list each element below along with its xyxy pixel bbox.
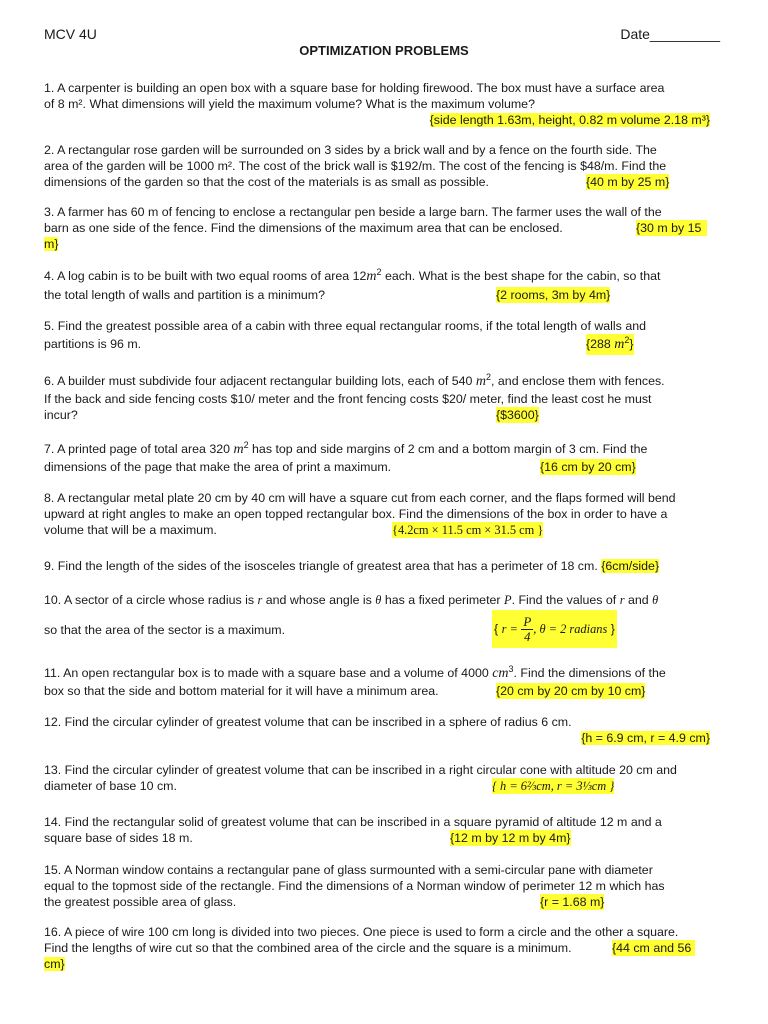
problem-4: [44, 266, 724, 303]
problem-10: [44, 592, 724, 652]
problem-text: the total length of walls and partition is a minimum?: [44, 288, 325, 302]
problem-7: [44, 440, 724, 475]
problem-text: 1. A carpenter is building an open box with a square base for holding firewood. The box must have a surface area: [44, 81, 665, 95]
problem-text: partitions is 96 m.: [44, 337, 142, 351]
unit-exponent: 2: [486, 371, 492, 382]
unit-exponent: 2: [376, 266, 382, 277]
problem-text: so that the area of the sector is a maximum.: [44, 623, 286, 637]
problem-text: 3. A farmer has 60 m of fencing to enclose a rectangular pen beside a large barn. The farmer uses the wall of the: [44, 205, 662, 219]
problem-text: and: [624, 593, 653, 607]
problem-text: Find the lengths of wire cut so that the combined area of the circle and the square is a minimum.: [44, 941, 572, 955]
problem-text: square base of sides 18 m.: [44, 831, 193, 845]
problem-text: 7. A printed page of total area 320: [44, 442, 234, 456]
problem-text: dimensions of the page that make the area of print a maximum.: [44, 460, 392, 474]
problem-text: . Find the values of: [511, 593, 620, 607]
answer-highlight: {h = 6.9 cm, r = 4.9 cm}: [581, 731, 710, 745]
answer-highlight: {r = 1.68 m}: [540, 895, 605, 909]
answer-text: {288: [586, 337, 615, 351]
answer-highlight: {side length 1.63m, height, 0.82 m volume 2.18 m³}: [429, 113, 710, 127]
problem-3: [44, 204, 724, 252]
problem-2: [44, 142, 724, 190]
problem-text: each. What is the best shape for the cabin, so that: [381, 269, 661, 283]
problem-text: has a fixed perimeter: [381, 593, 504, 607]
problem-13: [44, 762, 724, 794]
problem-text: 10. A sector of a circle whose radius is: [44, 593, 258, 607]
problem-text: 8. A rectangular metal plate 20 cm by 40 cm will have a square cut from each corner, and the flaps formed will bend: [44, 491, 676, 505]
answer-text: }: [610, 622, 615, 636]
answer-highlight: { h = 6⅔cm, r = 3⅓cm }: [492, 779, 615, 793]
answer-highlight: [492, 610, 617, 648]
answer-highlight: {44 cm and 56: [612, 940, 695, 956]
problem-text: barn as one side of the fence. Find the dimensions of the maximum area that can be enclosed.: [44, 221, 563, 235]
answer-text: }: [629, 337, 634, 351]
answer-highlight: {6cm/side}: [601, 559, 660, 573]
problem-text: box so that the side and bottom material for it will have a minimum area.: [44, 684, 439, 698]
problem-text: area of the garden will be 1000 m². The cost of the brick wall is $192/m. The cost of the fencing is $48/m. Find the: [44, 159, 667, 173]
answer-highlight: {30 m by 15: [636, 220, 707, 236]
problem-text: . Find the dimensions of the: [513, 666, 666, 680]
answer-highlight: {20 cm by 20 cm by 10 cm}: [496, 684, 646, 698]
math-var: θ: [375, 593, 382, 607]
unit-symbol: m: [475, 374, 487, 389]
problem-14: [44, 814, 724, 846]
problem-text: incur?: [44, 408, 78, 422]
fraction-denominator: 4: [524, 629, 531, 645]
problem-text: equal to the topmost side of the rectangle. Find the dimensions of a Norman window of perimeter 12 m which has: [44, 879, 665, 893]
problem-9: [44, 558, 724, 574]
problem-text: has top and side margins of 2 cm and a bottom margin of 3 cm. Find the: [248, 442, 648, 456]
problem-16: [44, 924, 724, 972]
problem-text: , and enclose them with fences.: [491, 374, 665, 388]
answer-text: , θ = 2 radians: [533, 622, 608, 636]
problem-text: 5. Find the greatest possible area of a cabin with three equal rectangular rooms, if the total length of walls and: [44, 319, 646, 333]
fraction: [521, 615, 533, 644]
math-var: θ: [652, 593, 659, 607]
math-var: r: [619, 593, 625, 607]
answer-text: {: [494, 622, 499, 636]
date-field: Date_________: [620, 26, 720, 42]
problem-text: 11. An open rectangular box is to made with a square base and a volume of 4000: [44, 666, 493, 680]
problem-text: diameter of base 10 cm.: [44, 779, 177, 793]
unit-symbol: m: [366, 269, 377, 284]
problem-text: upward at right angles to make an open topped rectangular box. Find the dimensions of the box in order to have a: [44, 507, 668, 521]
problem-text: 14. Find the rectangular solid of greatest volume that can be inscribed in a square pyramid of altitude 12 m and a: [44, 815, 662, 829]
unit-symbol: m: [233, 442, 244, 457]
problem-text: 9. Find the length of the sides of the isosceles triangle of greatest area that has a perimeter of 18 cm.: [44, 559, 598, 573]
problem-6: [44, 372, 724, 423]
unit-exponent: 2: [243, 439, 249, 450]
unit-symbol: m: [614, 337, 625, 352]
answer-highlight: {2 rooms, 3m by 4m}: [496, 288, 611, 302]
answer-highlight: {4.2cm × 11.5 cm × 31.5 cm }: [392, 523, 544, 537]
answer-highlight: {12 m by 12 m by 4m}: [450, 831, 571, 845]
problem-text: If the back and side fencing costs $10/ meter and the front fencing costs $20/ meter, find the least cost he must: [44, 392, 652, 406]
answer-highlight: {$3600}: [496, 408, 539, 422]
answer-highlight: {40 m by 25 m}: [586, 175, 670, 189]
problem-text: the greatest possible area of glass.: [44, 895, 237, 909]
problem-11: [44, 664, 724, 699]
fraction-numerator: P: [523, 614, 532, 630]
problem-text: 4. A log cabin is to be built with two equal rooms of area 12: [44, 269, 367, 283]
unit-exponent: 3: [508, 663, 514, 674]
answer-highlight: [586, 334, 634, 355]
problem-1: [44, 80, 724, 128]
problem-text: volume that will be a maximum.: [44, 523, 217, 537]
unit-exponent: 2: [624, 334, 630, 345]
answer-highlight: cm}: [44, 957, 65, 971]
math-var: P: [503, 593, 512, 607]
unit-symbol: cm: [492, 666, 509, 681]
problem-text: 15. A Norman window contains a rectangular pane of glass surmounted with a semi-circular pane with diameter: [44, 863, 653, 877]
problem-text: 6. A builder must subdivide four adjacent rectangular building lots, each of 540: [44, 374, 476, 388]
course-code: MCV 4U: [44, 26, 97, 42]
problem-text: 2. A rectangular rose garden will be surrounded on 3 sides by a brick wall and by a fence on the fourth side. The: [44, 143, 657, 157]
problem-8: [44, 490, 724, 538]
problem-text: 13. Find the circular cylinder of greatest volume that can be inscribed in a right circular cone with altitude 20 cm and: [44, 763, 677, 777]
problem-text: and whose angle is: [262, 593, 376, 607]
problem-text: of 8 m². What dimensions will yield the maximum volume? What is the maximum volume?: [44, 97, 535, 111]
page-title: OPTIMIZATION PROBLEMS: [299, 43, 469, 58]
problem-5: [44, 318, 724, 354]
math-var: r: [257, 593, 263, 607]
problem-text: dimensions of the garden so that the cost of the materials is as small as possible.: [44, 175, 489, 189]
problem-text: 16. A piece of wire 100 cm long is divided into two pieces. One piece is used to form a circle and the other a square.: [44, 925, 679, 939]
problem-text: 12. Find the circular cylinder of greatest volume that can be inscribed in a sphere of radius 6 cm.: [44, 715, 572, 729]
problem-15: [44, 862, 724, 910]
math-var: r =: [501, 622, 518, 636]
answer-highlight: m}: [44, 237, 59, 251]
problem-12: [44, 714, 724, 746]
answer-highlight: {16 cm by 20 cm}: [540, 460, 636, 474]
